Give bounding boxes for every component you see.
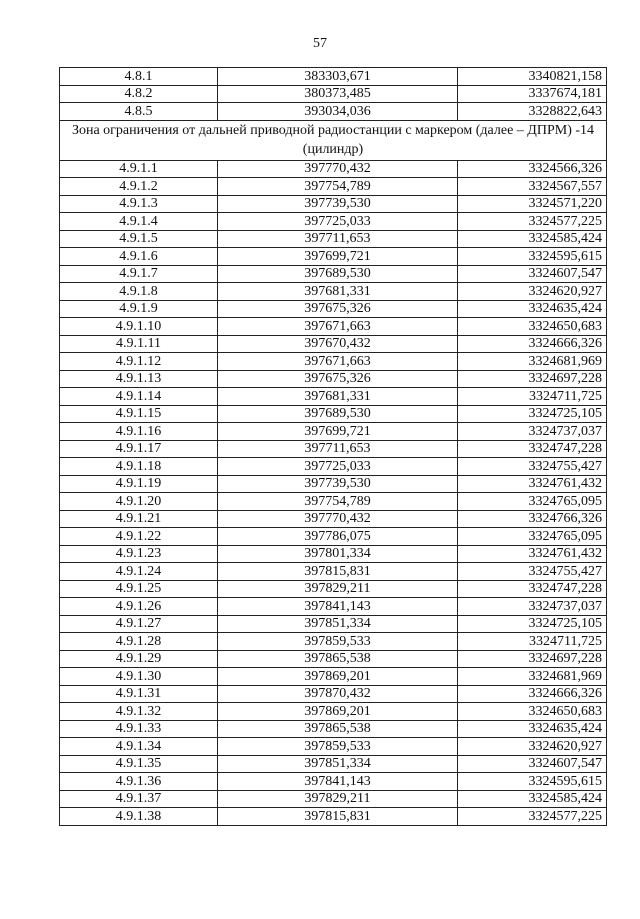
- table-row: [60, 598, 607, 616]
- table-row: [60, 545, 607, 563]
- table-row: [60, 808, 607, 826]
- table-row: [60, 580, 607, 598]
- y-coordinate-cell: 3324755,427: [458, 563, 607, 581]
- x-coordinate-cell: 397870,432: [218, 685, 458, 703]
- y-coordinate-cell: 3324577,225: [458, 808, 607, 826]
- point-number-cell: 4.9.1.3: [60, 195, 218, 213]
- table-section-zone: [60, 120, 607, 160]
- table-row: [60, 563, 607, 581]
- y-coordinate-cell: 3324725,105: [458, 405, 607, 423]
- x-coordinate-cell: 397786,075: [218, 528, 458, 546]
- y-coordinate-cell: 3324577,225: [458, 213, 607, 231]
- table-row: [60, 318, 607, 336]
- x-coordinate-cell: 397869,201: [218, 703, 458, 721]
- table-row: [60, 405, 607, 423]
- x-coordinate-cell: 397851,334: [218, 755, 458, 773]
- table-row: [60, 300, 607, 318]
- x-coordinate-cell: 383303,671: [218, 68, 458, 86]
- y-coordinate-cell: 3324765,095: [458, 528, 607, 546]
- point-number-cell: 4.9.1.16: [60, 423, 218, 441]
- y-coordinate-cell: 3324766,326: [458, 510, 607, 528]
- table-row: [60, 160, 607, 178]
- table-row: [60, 230, 607, 248]
- table-row: [60, 440, 607, 458]
- y-coordinate-cell: 3324761,432: [458, 545, 607, 563]
- table-row: [60, 528, 607, 546]
- y-coordinate-cell: 3324585,424: [458, 230, 607, 248]
- point-number-cell: 4.9.1.14: [60, 388, 218, 406]
- y-coordinate-cell: 3324585,424: [458, 790, 607, 808]
- point-number-cell: 4.9.1.30: [60, 668, 218, 686]
- x-coordinate-cell: 397770,432: [218, 510, 458, 528]
- table-row: [60, 335, 607, 353]
- y-coordinate-cell: 3324620,927: [458, 283, 607, 301]
- point-number-cell: 4.9.1.33: [60, 720, 218, 738]
- point-number-cell: 4.9.1.20: [60, 493, 218, 511]
- y-coordinate-cell: 3324666,326: [458, 335, 607, 353]
- y-coordinate-cell: 3324725,105: [458, 615, 607, 633]
- point-number-cell: 4.9.1.38: [60, 808, 218, 826]
- x-coordinate-cell: 397689,530: [218, 265, 458, 283]
- y-coordinate-cell: 3324595,615: [458, 248, 607, 266]
- point-number-cell: 4.9.1.26: [60, 598, 218, 616]
- x-coordinate-cell: 397754,789: [218, 493, 458, 511]
- y-coordinate-cell: 3324567,557: [458, 178, 607, 196]
- y-coordinate-cell: 3324566,326: [458, 160, 607, 178]
- zone-heading-row: [60, 120, 607, 160]
- point-number-cell: 4.9.1.9: [60, 300, 218, 318]
- point-number-cell: 4.9.1.1: [60, 160, 218, 178]
- y-coordinate-cell: 3324747,228: [458, 580, 607, 598]
- table-row: [60, 633, 607, 651]
- point-number-cell: 4.9.1.18: [60, 458, 218, 476]
- point-number-cell: 4.9.1.15: [60, 405, 218, 423]
- table-row: [60, 493, 607, 511]
- y-coordinate-cell: 3324737,037: [458, 598, 607, 616]
- table-row: [60, 353, 607, 371]
- y-coordinate-cell: 3324765,095: [458, 493, 607, 511]
- x-coordinate-cell: 397841,143: [218, 773, 458, 791]
- point-number-cell: 4.9.1.22: [60, 528, 218, 546]
- table-row: [60, 195, 607, 213]
- table-row: [60, 755, 607, 773]
- table-row: [60, 615, 607, 633]
- table-row: [60, 423, 607, 441]
- x-coordinate-cell: 397754,789: [218, 178, 458, 196]
- point-number-cell: 4.9.1.28: [60, 633, 218, 651]
- table-row: [60, 685, 607, 703]
- table-row: [60, 720, 607, 738]
- point-number-cell: 4.9.1.2: [60, 178, 218, 196]
- y-coordinate-cell: 3324666,326: [458, 685, 607, 703]
- x-coordinate-cell: 397689,530: [218, 405, 458, 423]
- point-number-cell: 4.9.1.6: [60, 248, 218, 266]
- point-number-cell: 4.9.1.7: [60, 265, 218, 283]
- x-coordinate-cell: 397671,663: [218, 318, 458, 336]
- table-section-before: [60, 68, 607, 121]
- table-row: [60, 68, 607, 86]
- x-coordinate-cell: 397670,432: [218, 335, 458, 353]
- x-coordinate-cell: 380373,485: [218, 85, 458, 103]
- point-number-cell: 4.9.1.25: [60, 580, 218, 598]
- table-row: [60, 650, 607, 668]
- point-number-cell: 4.9.1.29: [60, 650, 218, 668]
- x-coordinate-cell: 397675,326: [218, 300, 458, 318]
- point-number-cell: 4.9.1.36: [60, 773, 218, 791]
- x-coordinate-cell: 397801,334: [218, 545, 458, 563]
- x-coordinate-cell: 397725,033: [218, 213, 458, 231]
- x-coordinate-cell: 397841,143: [218, 598, 458, 616]
- table-row: [60, 475, 607, 493]
- y-coordinate-cell: 3328822,643: [458, 103, 607, 121]
- point-number-cell: 4.9.1.21: [60, 510, 218, 528]
- table-row: [60, 248, 607, 266]
- y-coordinate-cell: 3340821,158: [458, 68, 607, 86]
- x-coordinate-cell: 397671,663: [218, 353, 458, 371]
- y-coordinate-cell: 3324635,424: [458, 300, 607, 318]
- point-number-cell: 4.9.1.19: [60, 475, 218, 493]
- x-coordinate-cell: 397865,538: [218, 650, 458, 668]
- y-coordinate-cell: 3324620,927: [458, 738, 607, 756]
- point-number-cell: 4.9.1.23: [60, 545, 218, 563]
- zone-heading: Зона ограничения от дальней приводной радиостанции с маркером (далее – ДПРМ) -14 (цилиндр): [60, 120, 607, 160]
- y-coordinate-cell: 3324761,432: [458, 475, 607, 493]
- x-coordinate-cell: 397711,653: [218, 440, 458, 458]
- point-number-cell: 4.9.1.4: [60, 213, 218, 231]
- x-coordinate-cell: 397739,530: [218, 475, 458, 493]
- y-coordinate-cell: 3324571,220: [458, 195, 607, 213]
- x-coordinate-cell: 397725,033: [218, 458, 458, 476]
- x-coordinate-cell: 397699,721: [218, 248, 458, 266]
- y-coordinate-cell: 3324650,683: [458, 318, 607, 336]
- y-coordinate-cell: 3324681,969: [458, 668, 607, 686]
- x-coordinate-cell: 397829,211: [218, 580, 458, 598]
- table-row: [60, 703, 607, 721]
- page-number: 57: [313, 36, 327, 51]
- y-coordinate-cell: 3324697,228: [458, 650, 607, 668]
- point-number-cell: 4.8.5: [60, 103, 218, 121]
- y-coordinate-cell: 3324595,615: [458, 773, 607, 791]
- point-number-cell: 4.9.1.37: [60, 790, 218, 808]
- table-row: [60, 668, 607, 686]
- y-coordinate-cell: 3324650,683: [458, 703, 607, 721]
- table-row: [60, 773, 607, 791]
- x-coordinate-cell: 397681,331: [218, 283, 458, 301]
- table-row: [60, 283, 607, 301]
- y-coordinate-cell: 3324635,424: [458, 720, 607, 738]
- point-number-cell: 4.9.1.35: [60, 755, 218, 773]
- table-row: [60, 738, 607, 756]
- table-section-after: [60, 160, 607, 825]
- point-number-cell: 4.9.1.8: [60, 283, 218, 301]
- x-coordinate-cell: 397859,533: [218, 633, 458, 651]
- x-coordinate-cell: 397681,331: [218, 388, 458, 406]
- table-row: [60, 388, 607, 406]
- y-coordinate-cell: 3324747,228: [458, 440, 607, 458]
- point-number-cell: 4.9.1.13: [60, 370, 218, 388]
- table-row: [60, 790, 607, 808]
- x-coordinate-cell: 397815,831: [218, 563, 458, 581]
- point-number-cell: 4.9.1.32: [60, 703, 218, 721]
- x-coordinate-cell: 397815,831: [218, 808, 458, 826]
- y-coordinate-cell: 3324681,969: [458, 353, 607, 371]
- point-number-cell: 4.9.1.5: [60, 230, 218, 248]
- y-coordinate-cell: 3324737,037: [458, 423, 607, 441]
- table-row: [60, 370, 607, 388]
- point-number-cell: 4.8.2: [60, 85, 218, 103]
- y-coordinate-cell: 3324711,725: [458, 388, 607, 406]
- point-number-cell: 4.9.1.27: [60, 615, 218, 633]
- x-coordinate-cell: 397859,533: [218, 738, 458, 756]
- y-coordinate-cell: 3324697,228: [458, 370, 607, 388]
- x-coordinate-cell: 397829,211: [218, 790, 458, 808]
- point-number-cell: 4.9.1.17: [60, 440, 218, 458]
- table-row: [60, 103, 607, 121]
- y-coordinate-cell: 3337674,181: [458, 85, 607, 103]
- table-row: [60, 458, 607, 476]
- point-number-cell: 4.9.1.34: [60, 738, 218, 756]
- x-coordinate-cell: 397711,653: [218, 230, 458, 248]
- point-number-cell: 4.9.1.12: [60, 353, 218, 371]
- y-coordinate-cell: 3324755,427: [458, 458, 607, 476]
- table-row: [60, 85, 607, 103]
- point-number-cell: 4.9.1.10: [60, 318, 218, 336]
- table-row: [60, 510, 607, 528]
- x-coordinate-cell: 397851,334: [218, 615, 458, 633]
- point-number-cell: 4.8.1: [60, 68, 218, 86]
- table-row: [60, 213, 607, 231]
- table-row: [60, 265, 607, 283]
- point-number-cell: 4.9.1.31: [60, 685, 218, 703]
- point-number-cell: 4.9.1.11: [60, 335, 218, 353]
- x-coordinate-cell: 397869,201: [218, 668, 458, 686]
- x-coordinate-cell: 393034,036: [218, 103, 458, 121]
- point-number-cell: 4.9.1.24: [60, 563, 218, 581]
- x-coordinate-cell: 397675,326: [218, 370, 458, 388]
- y-coordinate-cell: 3324711,725: [458, 633, 607, 651]
- x-coordinate-cell: 397739,530: [218, 195, 458, 213]
- y-coordinate-cell: 3324607,547: [458, 265, 607, 283]
- y-coordinate-cell: 3324607,547: [458, 755, 607, 773]
- x-coordinate-cell: 397699,721: [218, 423, 458, 441]
- x-coordinate-cell: 397770,432: [218, 160, 458, 178]
- x-coordinate-cell: 397865,538: [218, 720, 458, 738]
- coordinates-table: [59, 67, 607, 826]
- table-row: [60, 178, 607, 196]
